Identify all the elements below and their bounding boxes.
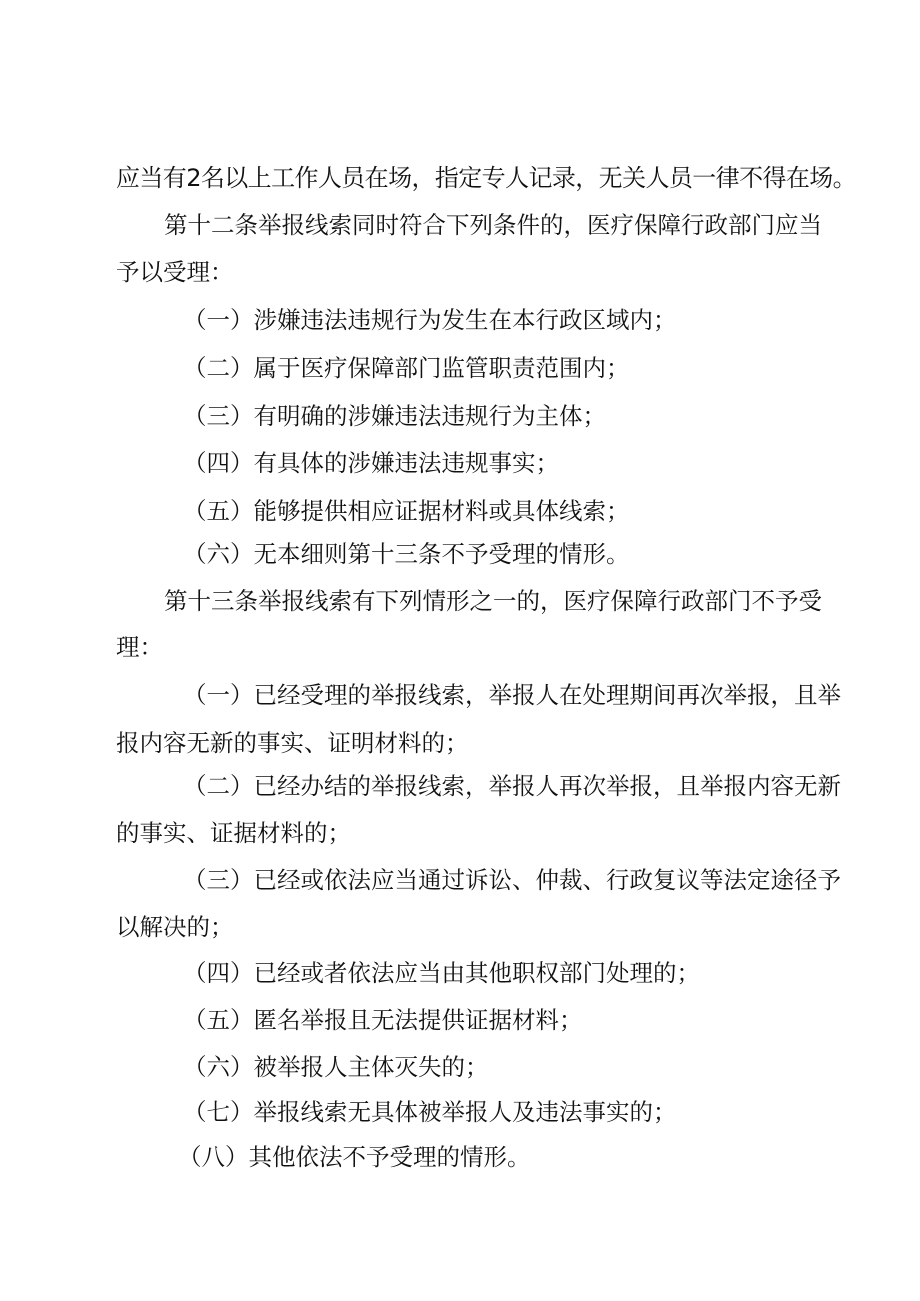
article-12-heading: 第十二条举报线索同时符合下列条件的，医疗保障行政部门应当 [164, 211, 822, 239]
text-line: 报内容无新的事实、证明材料的； [116, 729, 469, 757]
list-item: （三）有明确的涉嫌违法违规行为主体； [183, 402, 606, 430]
list-item: （六）被举报人主体灭失的； [183, 1053, 489, 1081]
text-line: 的事实、证据材料的； [116, 819, 351, 847]
text-line: 予以受理： [116, 258, 234, 286]
list-item: （五）能够提供相应证据材料或具体线索； [183, 497, 630, 525]
text-line: 理： [116, 633, 163, 661]
list-item: （八）其他依法不予受理的情形。 [178, 1143, 531, 1171]
list-item: （四）已经或者依法应当由其他职权部门处理的； [183, 959, 700, 987]
list-item: （一）已经受理的举报线索，举报人在处理期间再次举报，且举 [183, 681, 841, 709]
list-item: （四）有具体的涉嫌违法违规事实； [183, 449, 559, 477]
list-item: （六）无本细则第十三条不予受理的情形。 [183, 540, 630, 568]
list-item: （七）举报线索无具体被举报人及违法事实的； [183, 1098, 677, 1126]
list-item: （二）属于医疗保障部门监管职责范围内； [183, 354, 630, 382]
list-item: （三）已经或依法应当通过诉讼、仲裁、行政复议等法定途径予 [183, 866, 841, 894]
article-13-heading: 第十三条举报线索有下列情形之一的，医疗保障行政部门不予受 [164, 587, 822, 615]
list-item: （二）已经办结的举报线索，举报人再次举报，且举报内容无新 [183, 772, 841, 800]
list-item: （一）涉嫌违法违规行为发生在本行政区域内； [183, 306, 677, 334]
text-line: 以解决的； [116, 913, 234, 941]
list-item: （五）匿名举报且无法提供证据材料； [183, 1006, 583, 1034]
text-line: 应当有2名以上工作人员在场，指定专人记录，无关人员一律不得在场。 [116, 164, 857, 192]
